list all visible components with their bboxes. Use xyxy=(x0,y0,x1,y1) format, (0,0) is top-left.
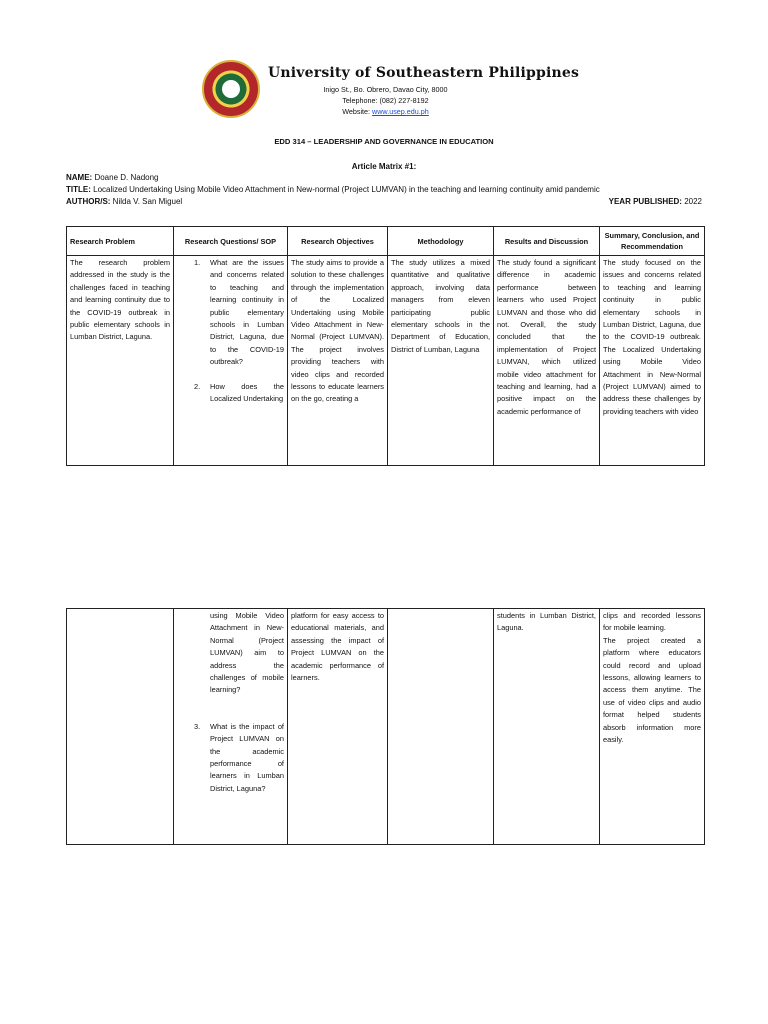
university-name: University of Southeastern Philippines xyxy=(268,65,580,81)
question-item: 2. How does the Localized Undertaking xyxy=(194,381,284,404)
question-item: 1. What are the issues and concerns related to teaching and learning continuity in public elementary schools in Lumban District, Laguna, due to the COVID-19 outbreak? xyxy=(194,258,284,367)
matrix-title: Article Matrix #1: xyxy=(351,162,417,171)
cell-summary: The study focused on the issues and concerns related to teaching and learning continuity in public elementary schools in Lumban District, Laguna, due to the COVID-19 outbreak. The Localized Undertaking using Mobile Video Attachment in New-Normal (Project LUMVAN) aimed to address these challenges by providing teachers with video xyxy=(600,256,705,466)
header-summary: Summary, Conclusion, and Recommendation xyxy=(600,227,705,256)
cell-methodology xyxy=(388,609,494,845)
article-title: TITLE: Localized Undertaking Using Mobile Video Attachment in New-normal (Project LUMVAN) in the teaching and learning continuity amid pandemic xyxy=(66,185,600,194)
table-header-row xyxy=(67,227,705,256)
table-row xyxy=(67,609,705,845)
cell-methodology: The study utilizes a mixed quantitative and qualitative approach, involving data managers from eleven participating public elementary schools in the Department of Education, District of Lumban, Laguna xyxy=(388,256,494,466)
header-research-questions: Research Questions/ SOP xyxy=(174,227,288,256)
header-results-discussion: Results and Discussion xyxy=(494,227,600,256)
header-research-problem: Research Problem xyxy=(67,227,174,256)
summary-paragraph: clips and recorded lessons for mobile learning. xyxy=(603,611,701,633)
header-research-objectives: Research Objectives xyxy=(288,227,388,256)
question-continuation: using Mobile Video Attachment in New-Normal (Project LUMVAN) aim to address the challenges of mobile learning? xyxy=(210,611,284,695)
cell-research-questions xyxy=(174,609,288,845)
university-website: Website: www.usep.edu.ph xyxy=(342,107,429,116)
article-matrix-table xyxy=(66,226,705,466)
cell-research-problem xyxy=(67,609,174,845)
year-published: YEAR PUBLISHED: 2022 xyxy=(608,197,702,206)
university-seal-logo xyxy=(202,60,260,118)
website-link[interactable]: www.usep.edu.ph xyxy=(372,107,429,116)
header-methodology: Methodology xyxy=(388,227,494,256)
cell-summary xyxy=(600,609,705,845)
question-item: 3. What is the impact of Project LUMVAN on the academic performance of learners in Lumban District, Laguna? xyxy=(194,721,284,793)
cell-results-discussion: students in Lumban District, Laguna. xyxy=(494,609,600,845)
university-telephone: Telephone: (082) 227-8192 xyxy=(342,96,429,105)
summary-paragraph: The project created a platform where educators could record and upload lessons, allowing learners to access them anytime. The use of video clips and audio format helped students absorb information more easily. xyxy=(603,635,701,745)
cell-research-problem: The research problem addressed in the study is the challenges faced in teaching and learning continuity due to the COVID-19 outbreak in public elementary schools in Lumban District, Laguna. xyxy=(67,256,174,466)
cell-research-questions xyxy=(174,256,288,466)
table-row xyxy=(67,256,705,466)
cell-results-discussion: The study found a significant difference in academic performance between learners who used Project LUMVAN and those who did not. Overall, the study concluded that the implementation of Project LUMVAN, which utilized mobile video attachment for teaching and learning, had a positive impact on the academic performance of xyxy=(494,256,600,466)
article-author: AUTHOR/S: Nilda V. San Miguel xyxy=(66,197,183,206)
cell-research-objectives: platform for easy access to educational materials, and assessing the impact of Project LUMVAN on the academic performance of learners. xyxy=(288,609,388,845)
cell-research-objectives: The study aims to provide a solution to these challenges through the implementation of the Localized Undertaking using Mobile Video Attachment in New-Normal (Project LUMVAN). The project involves providing teachers with video clips and recorded lessons to educate learners on the go, creating a xyxy=(288,256,388,466)
university-address: Inigo St., Bo. Obrero, Davao City, 8000 xyxy=(323,85,448,94)
student-name: NAME: Doane D. Nadong xyxy=(66,173,159,182)
article-matrix-table-continued xyxy=(66,608,705,845)
course-title: EDD 314 – LEADERSHIP AND GOVERNANCE IN EDUCATION xyxy=(274,137,494,146)
